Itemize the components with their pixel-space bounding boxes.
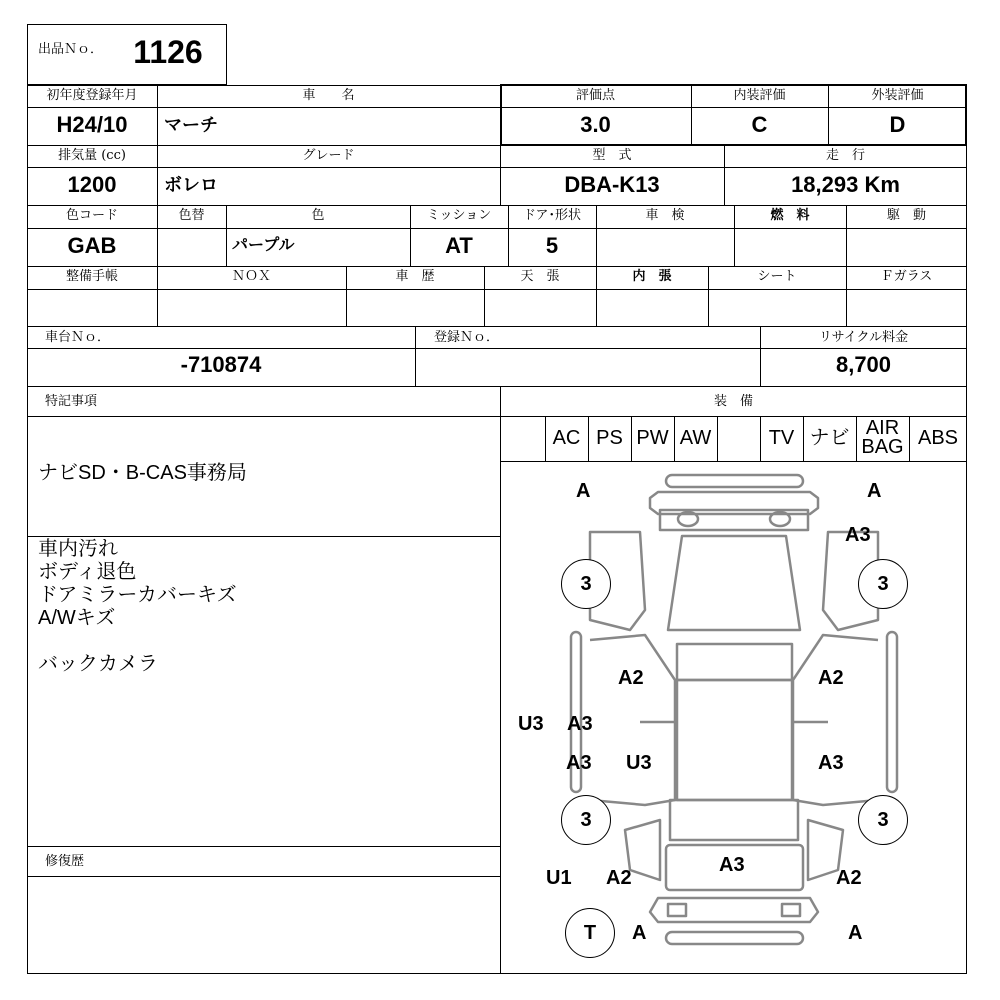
mark-rear-left-a: U1 (546, 867, 572, 889)
remark-item: ボディ退色 (38, 561, 137, 583)
regno-label: 登録Ｎｏ． (434, 330, 500, 345)
door-value: 5 (545, 233, 559, 258)
mark-door-left-front: A2 (618, 667, 644, 689)
mark-door-right-front: A2 (818, 667, 844, 689)
model-value: DBA-K13 (564, 172, 660, 197)
remark-item (38, 630, 237, 653)
mark-left-side-a: U3 (518, 713, 544, 735)
mark-left-rear-door-b: U3 (626, 752, 652, 774)
mark-front-left: A (576, 480, 591, 502)
mark-rear-left-b: A2 (606, 867, 632, 889)
remark-item: ドアミラーカバーキズ (38, 584, 237, 606)
equip-aw: AW (679, 427, 712, 449)
score-value: 3.0 (580, 112, 611, 137)
equip-ac: AC (552, 427, 581, 449)
chassis-label: 車台Ｎｏ． (45, 330, 111, 345)
model-label: 型 式 (592, 148, 632, 163)
exterior-value: D (889, 112, 906, 137)
recycle-value: 8,700 (835, 352, 892, 377)
reg-value: H24/10 (56, 112, 128, 137)
repaint-label: 色替 (178, 208, 205, 223)
remarks-line1: ナビSD・B-CAS事務局 (38, 462, 247, 484)
ceiling-label: 天 張 (520, 269, 560, 284)
color-value: パープル (232, 237, 295, 254)
interior-value: C (751, 112, 768, 137)
name-label: 車 名 (302, 88, 355, 103)
tire-front-left: 3 (561, 559, 611, 609)
color-code-label: 色コード (65, 208, 118, 223)
interior-label: 内装評価 (733, 88, 786, 103)
mark-front-fender-right: A3 (845, 524, 871, 546)
equip-navi: ナビ (809, 427, 850, 449)
color-code-value: GAB (67, 233, 117, 258)
remark-item: A/Wキズ (38, 607, 116, 629)
mark-left-side-b: A3 (567, 713, 593, 735)
recycle-label: リサイクル料金 (818, 330, 909, 345)
remark-item: バックカメラ (38, 653, 158, 675)
inspection-label: 車 検 (645, 208, 685, 223)
score-label: 評価点 (575, 88, 615, 103)
lot-label: 出品Ｎｏ． (38, 42, 104, 57)
door-label: ドア･形状 (522, 208, 582, 223)
equip-tv: TV (768, 427, 795, 449)
chassis-value: -710874 (180, 352, 262, 377)
name-value: マーチ (164, 115, 218, 135)
history-label: 車 歴 (395, 269, 435, 284)
remarks-lines (38, 538, 237, 676)
lot-number: 1126 (133, 34, 203, 70)
mileage-value: 18,293 Km (791, 172, 900, 197)
drive-label: 駆 動 (886, 208, 926, 223)
mission-value: AT (445, 233, 473, 258)
interior-lining-label: 内 張 (632, 269, 672, 284)
service-label: 整備手帳 (65, 269, 118, 284)
equip-airbag-1: AIR (865, 417, 900, 439)
fglass-label: Ｆガラス (880, 269, 933, 284)
mark-rear-bottom-left: A (632, 922, 647, 944)
mark-right-rear-door: A3 (818, 752, 844, 774)
mission-label: ミッション (426, 208, 492, 223)
mark-rear-bottom-right: A (848, 922, 863, 944)
tire-rear-right: 3 (858, 795, 908, 845)
tire-rear-left: 3 (561, 795, 611, 845)
nox-label: ＮＯＸ (231, 269, 271, 284)
remark-item: 車内汚れ (38, 538, 118, 560)
equip-pw: PW (636, 427, 669, 449)
grade-label: グレード (302, 148, 355, 163)
equipment-label: 装 備 (713, 394, 753, 409)
reg-label: 初年度登録年月 (46, 88, 138, 103)
repair-label: 修復歴 (45, 854, 85, 869)
color-label: 色 (311, 208, 325, 223)
equip-abs: ABS (917, 427, 959, 449)
mark-left-rear-door: A3 (566, 752, 592, 774)
seat-label: シート (757, 269, 797, 284)
spare-tire: T (565, 908, 615, 958)
disp-label: 排気量 (cc) (58, 148, 126, 163)
equip-airbag-2: BAG (861, 436, 904, 458)
fuel-label: 燃 料 (770, 208, 810, 223)
remarks-label: 特記事項 (45, 394, 98, 409)
mileage-label: 走 行 (825, 148, 865, 163)
mark-trunk: A3 (719, 854, 745, 876)
equip-ps: PS (596, 427, 623, 449)
disp-value: 1200 (67, 172, 117, 197)
tire-front-right: 3 (858, 559, 908, 609)
grade-value: ボレロ (164, 175, 218, 195)
exterior-label: 外装評価 (871, 88, 924, 103)
mark-front-right: A (867, 480, 882, 502)
mark-rear-right: A2 (836, 867, 862, 889)
